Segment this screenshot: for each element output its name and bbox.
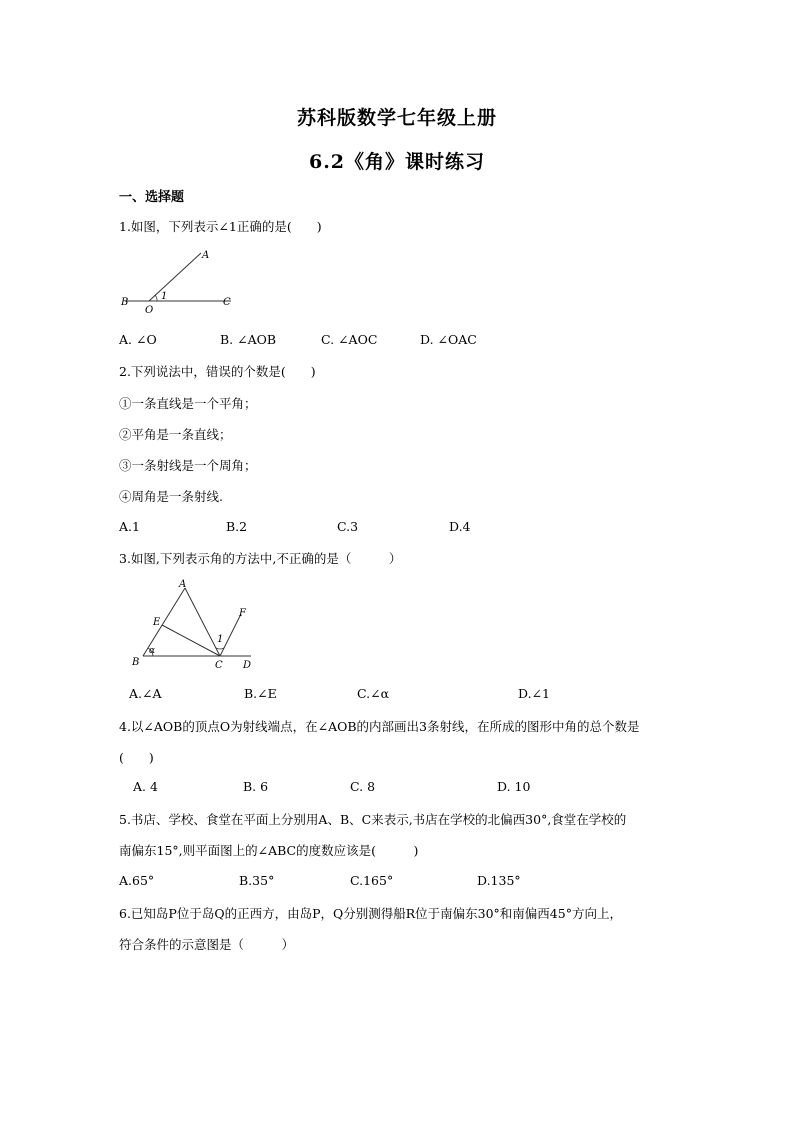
q2-option-c: C.3 xyxy=(337,519,359,534)
q4-answer-paren: ( ) xyxy=(119,750,154,765)
q2-option-d: D.4 xyxy=(449,519,471,534)
q3-option-d: D.∠1 xyxy=(518,686,550,701)
q6-stem-line1: 6.已知岛P位于岛Q的正西方，由岛P，Q分别测得船R位于南偏东30°和南偏西45°方向上， xyxy=(119,906,622,921)
section-heading: 一、选择题 xyxy=(119,190,185,205)
q1-option-c: C. ∠AOC xyxy=(321,332,378,347)
q4-option-d: D. 10 xyxy=(497,779,531,794)
q3-option-a: A.∠A xyxy=(129,686,162,701)
q3-label-c: C xyxy=(215,660,223,671)
q3-triangle-figure xyxy=(129,576,259,672)
q1-label-a: A xyxy=(202,250,210,261)
q3-label-b: B xyxy=(132,657,140,668)
q3-segment-ec xyxy=(162,625,220,656)
q2-stem: 2.下列说法中，错误的个数是( ) xyxy=(119,364,316,379)
document-title: 苏科版数学七年级上册 xyxy=(296,107,497,129)
q3-label-a: A xyxy=(179,579,187,590)
q1-option-d: D. ∠OAC xyxy=(420,332,477,347)
q4-option-a: A. 4 xyxy=(133,779,158,794)
q1-label-c: C xyxy=(223,297,231,308)
q4-option-b: B. 6 xyxy=(243,779,269,794)
q5-stem-line1: 5.书店、学校、食堂在平面上分别用A、B、C来表示,书店在学校的北偏西30°,食堂在学校的 xyxy=(119,812,627,827)
q5-option-b: B.35° xyxy=(239,873,275,888)
q1-label-one: 1 xyxy=(161,291,168,302)
q3-option-c: C.∠α xyxy=(357,686,390,701)
q2-option-b: B.2 xyxy=(226,519,248,534)
q4-option-c: C. 8 xyxy=(350,779,376,794)
q2-statement-2: ②平角是一条直线； xyxy=(119,427,232,442)
q5-option-d: D.135° xyxy=(477,873,521,888)
q2-statement-4: ④周角是一条射线. xyxy=(119,489,223,504)
q3-side-ac xyxy=(185,588,220,656)
q2-option-a: A.1 xyxy=(119,519,140,534)
q1-ray-oa xyxy=(149,253,201,301)
q1-label-o: O xyxy=(145,305,154,316)
q3-label-f: F xyxy=(239,608,246,619)
q3-label-e: E xyxy=(153,617,161,628)
q5-option-c: C.165° xyxy=(350,873,394,888)
q3-angle1-arc xyxy=(216,648,224,649)
q2-statement-1: ①一条直线是一个平角； xyxy=(119,396,257,411)
q1-angle-figure xyxy=(119,245,237,317)
q6-stem-line2: 符合条件的示意图是（ ） xyxy=(119,937,295,952)
q3-stem: 3.如图,下列表示角的方法中,不正确的是（ ） xyxy=(119,551,402,566)
q5-option-a: A.65° xyxy=(119,873,155,888)
q3-label-alpha: α xyxy=(149,646,156,656)
document-subtitle: 6.2《角》课时练习 xyxy=(308,151,486,173)
q3-option-b: B.∠E xyxy=(244,686,277,701)
q3-label-one: 1 xyxy=(217,634,224,645)
q1-option-a: A. ∠O xyxy=(119,332,157,347)
q3-label-d: D xyxy=(243,660,252,671)
q1-angle-arc xyxy=(155,295,157,301)
q1-label-b: B xyxy=(121,297,129,308)
q1-stem: 1.如图，下列表示∠1正确的是( ) xyxy=(119,219,322,234)
q2-statement-3: ③一条射线是一个周角； xyxy=(119,458,257,473)
q4-stem: 4.以∠AOB的顶点O为射线端点，在∠AOB的内部画出3条射线，在所成的图形中角的总个数是 xyxy=(119,719,640,734)
q5-stem-line2: 南偏东15°,则平面图上的∠ABC的度数应该是( ) xyxy=(119,843,419,858)
q1-option-b: B. ∠AOB xyxy=(220,332,277,347)
